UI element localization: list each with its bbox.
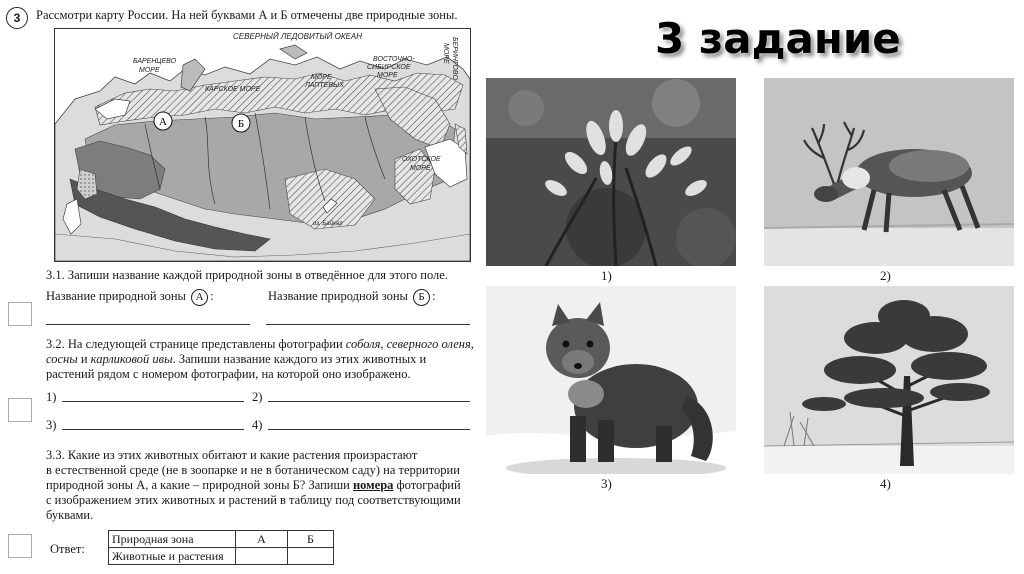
photo-pine <box>764 286 1014 474</box>
slide-title: 3 задание <box>655 14 901 63</box>
q33-line2: в естественной среде (не в зоопарке и не в ботаническом саду) на территории <box>46 463 460 477</box>
photo-reindeer <box>764 78 1014 266</box>
barents-sea-label-1: БАРЕНЦЕВО <box>133 58 177 65</box>
q33-checkbox[interactable] <box>8 534 32 558</box>
photo-dwarf-willow <box>486 78 736 266</box>
photo-4-caption: 4) <box>880 476 891 491</box>
q32-checkbox[interactable] <box>8 398 32 422</box>
q31-prompt: 3.1. Запиши название каждой природной зоны в отведённое для этого поле. <box>46 268 448 282</box>
answer-line-zone-a[interactable] <box>46 324 250 325</box>
q31-label-b: Название природной зоны Б : <box>268 289 436 306</box>
bering-sea-label-1: БЕРИНГОВО <box>451 37 458 80</box>
q32-line2: сосны и карликовой ивы. Запиши название каждого из этих животных и <box>46 352 427 366</box>
kara-sea-label: КАРСКОЕ МОРЕ <box>205 86 261 93</box>
photo-sable <box>486 286 736 474</box>
circle-b: Б <box>413 289 430 306</box>
q32-line3: растений рядом с номером фотографии, на которой оно изображено. <box>46 367 411 381</box>
q33-line3: природной зоны А, а какие – природной зоны Б? Запиши номера фотографий <box>46 478 461 492</box>
photo-1-caption: 1) <box>601 268 612 283</box>
photo-3-caption: 3) <box>601 476 612 491</box>
east-siberian-sea-label-1: ВОСТОЧНО- <box>373 56 415 63</box>
answer-line-photo-2[interactable] <box>268 401 470 402</box>
q33-text <box>46 448 474 522</box>
table-header-b: Б <box>287 531 333 548</box>
bering-sea-label-2: МОРЕ <box>442 43 449 64</box>
zone-a-label: А <box>159 116 167 128</box>
laptev-sea-label-2: ЛАПТЕВЫХ <box>305 82 344 89</box>
q31-label-a: Название природной зоны А : <box>46 289 214 306</box>
task-number-badge: 3 <box>6 7 28 29</box>
task-intro: Рассмотри карту России. На ней буквами А и Б отмечены две природные зоны. <box>36 8 458 22</box>
q31-checkbox[interactable] <box>8 302 32 326</box>
q32-num-2: 2) <box>252 390 263 404</box>
answer-label: Ответ: <box>50 542 85 556</box>
east-siberian-sea-label-2: СИБИРСКОЕ <box>367 64 411 71</box>
table-header-zone: Природная зона <box>109 531 236 548</box>
laptev-sea-label-1: МОРЕ <box>311 74 332 81</box>
baikal-label: оз. Байкал <box>313 221 343 227</box>
answer-line-photo-1[interactable] <box>62 401 244 402</box>
okhotsk-sea-label-1: ОХОТСКОЕ <box>402 156 441 163</box>
russia-map-drawing <box>55 29 470 261</box>
russia-map <box>54 28 471 262</box>
barents-sea-label-2: МОРЕ <box>139 67 160 74</box>
arctic-ocean-label: СЕВЕРНЫЙ ЛЕДОВИТЫЙ ОКЕАН <box>233 32 362 41</box>
answer-table <box>108 530 334 565</box>
q32-num-4: 4) <box>252 418 263 432</box>
answer-line-photo-4[interactable] <box>268 429 470 430</box>
q33-line4: с изображением этих животных и растений в таблицу под соответствующими <box>46 493 461 507</box>
q33-line1: 3.3. Какие из этих животных обитают и какие растения произрастают <box>46 448 418 462</box>
table-header-a: А <box>236 531 288 548</box>
answer-line-zone-b[interactable] <box>266 324 470 325</box>
okhotsk-sea-label-2: МОРЕ <box>410 165 431 172</box>
q33-line5: буквами. <box>46 508 94 522</box>
photo-2-caption: 2) <box>880 268 891 283</box>
table-row-label: Животные и растения <box>109 548 236 565</box>
east-siberian-sea-label-3: МОРЕ <box>377 72 398 79</box>
answer-line-photo-3[interactable] <box>62 429 244 430</box>
answer-cell-b[interactable] <box>287 548 333 565</box>
zone-b-label: Б <box>237 118 245 130</box>
q32-num-3: 3) <box>46 418 57 432</box>
answer-cell-a[interactable] <box>236 548 288 565</box>
q32-num-1: 1) <box>46 390 57 404</box>
circle-a: А <box>191 289 208 306</box>
q32-line1: 3.2. На следующей странице представлены фотографии соболя, северного оленя, <box>46 337 474 351</box>
